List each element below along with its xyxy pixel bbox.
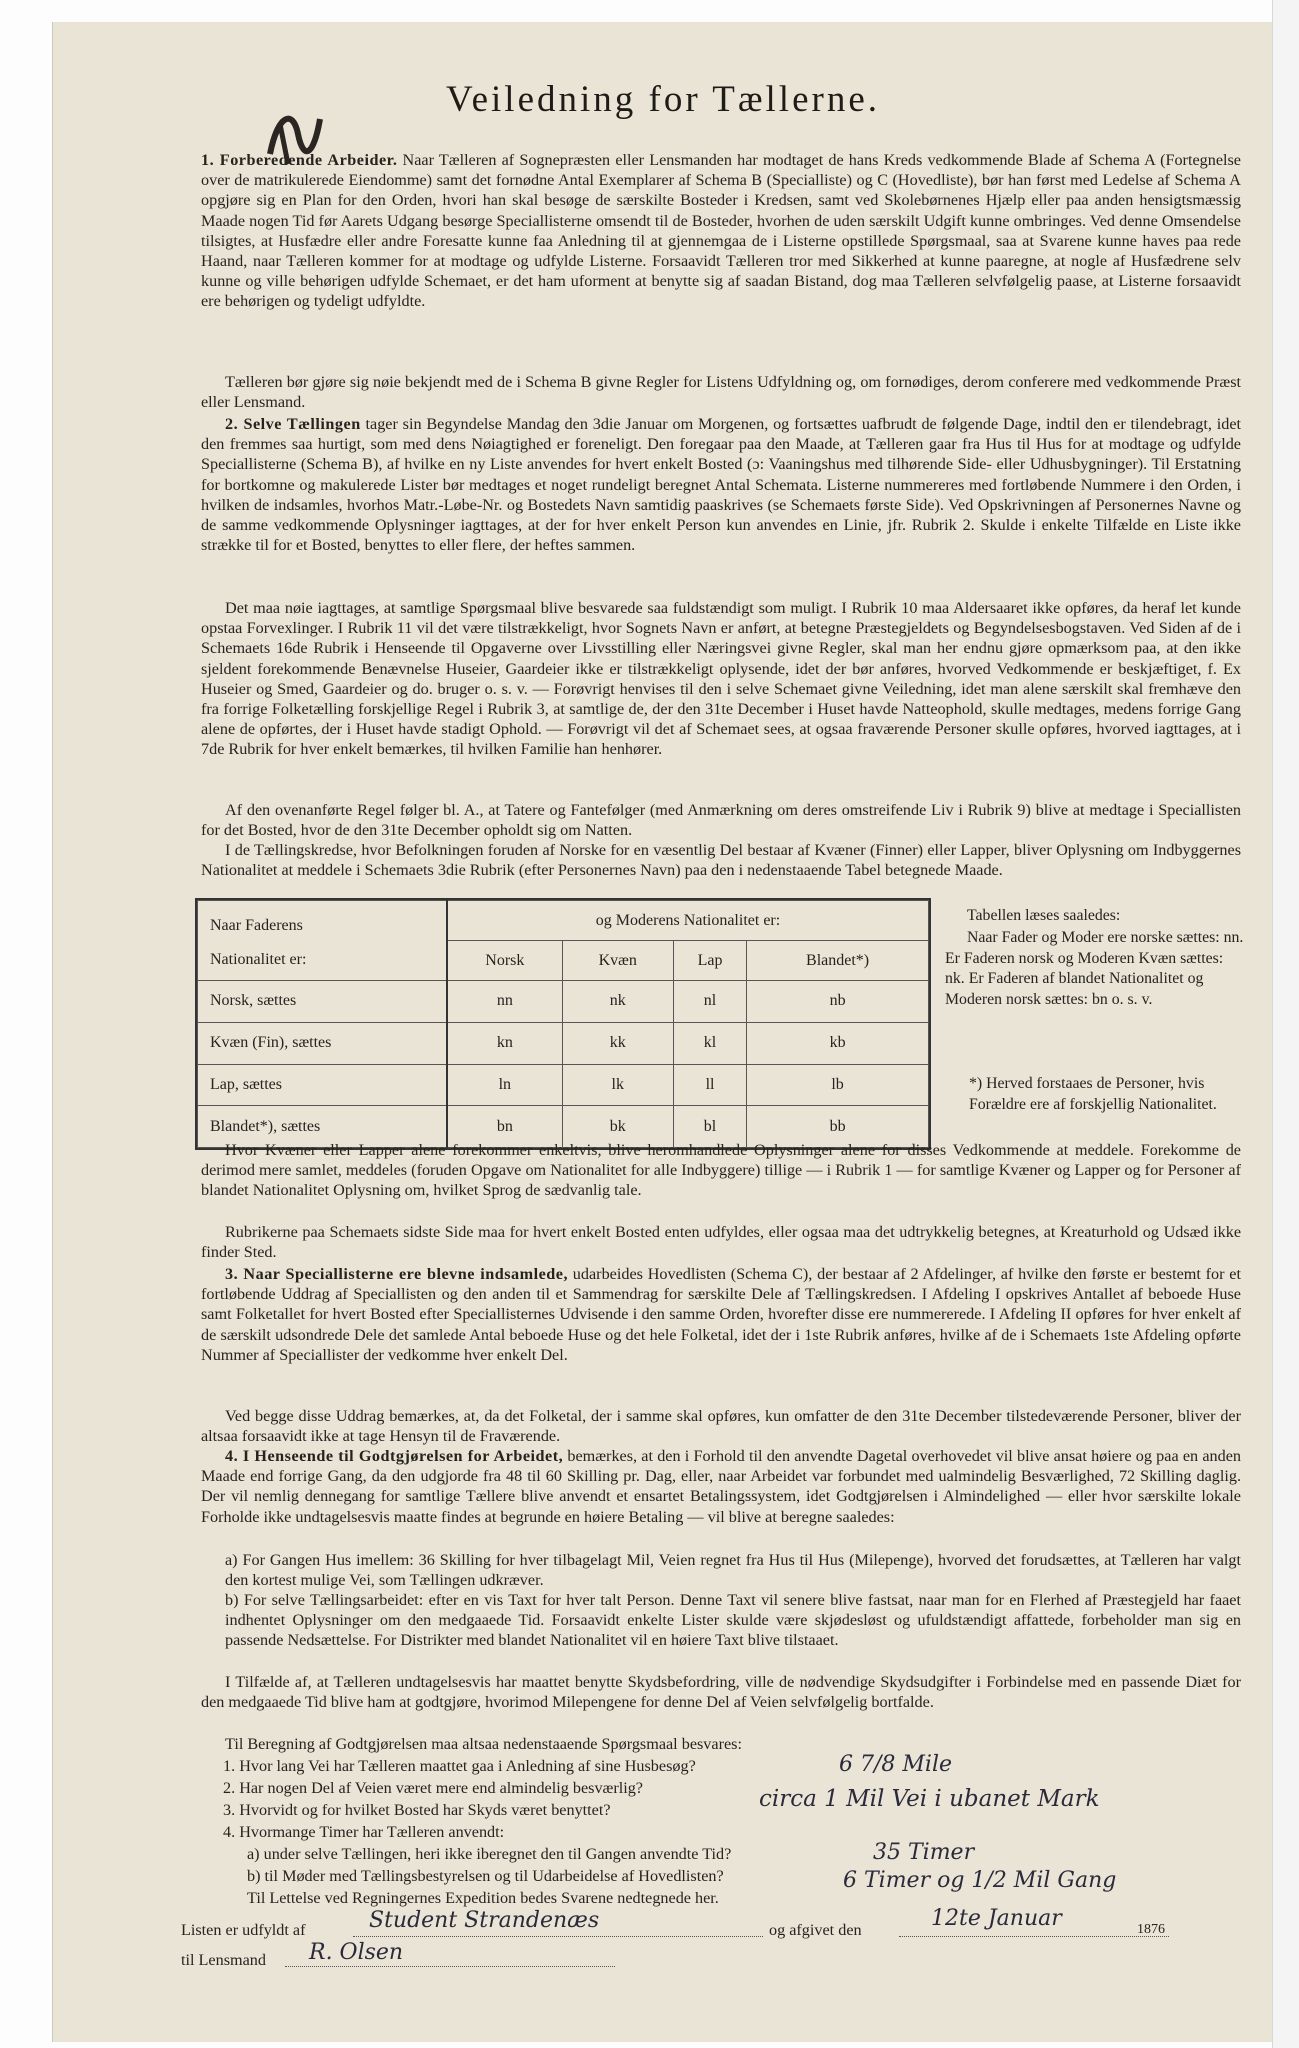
section-4-item-a: a) For Gangen Hus imellem: 36 Skilling for hver tilbagelagt Mil, Veien regnet fra Hus til Hus (Milepenge), hvorved det forudsættes, at Tælleren har valgt den kortest mulige Vei, som Tællingen udkræver. [225,1551,1241,1590]
table-row-label: Kvæn (Fin), sættes [198,1022,448,1064]
filled-by-label: Listen er udfyldt af [181,1921,306,1939]
table-reading-heading: Tabellen læses saaledes: [967,907,1121,924]
table-cell: nl [673,981,746,1023]
table-reading-explanation: Naar Fader og Moder ere norske sættes: nn. Er Faderen norsk og Moderen Kvæn sættes: nk. Er Faderen af blandet Nationalitet og Moderen norsk sættes: bn o. s. v. [945,929,1244,1008]
section-1-heading: 1. Forberedende Arbeider. [201,151,398,169]
section-3 [201,1264,1241,1365]
section-2-paragraph-4: I de Tællingskredse, hvor Befolkningen foruden af Norske for en væsentlig Del bestaar af Kvæner (Finner) eller Lapper, bliver Oplysning om Indbyggernes Nationalitet at meddele i Schemaets 3die Rubrik (efter Personernes Navn) paa den i nedenstaaende Tabel betegnede Maade. [201,841,1241,880]
table-header-father-line2: Nationalitet er: [210,951,307,968]
table-cell: bk [562,1106,673,1148]
table-header-father [198,901,448,981]
section-4-item-b: b) For selve Tællingsarbeidet: efter en vis Taxt for hver talt Person. Denne Taxt vil senere blive fastsat, naar man for en Flerhed af Præstegjeld har faaet indhentet Oplysninger om den medgaaede Tid. Forsaavidt enkelte Lister skulde være skjødesløst og ufuldstændigt affattede, forbeholder man sig en passende Nedsættelse. For Distrikter med blandet Nationalitet vil en høiere Taxt blive tilstaaet. [225,1591,1241,1650]
question-4b: b) til Møder med Tællingsbestyrelsen og til Udarbeidelse af Hovedlisten? [247,1867,724,1885]
question-4a: a) under selve Tællingen, heri ikke iberegnet den til Gangen anvendte Tid? [247,1845,732,1863]
answer-4b-handwritten: 6 Timer og 1/2 Mil Gang [843,1868,1117,1893]
table-row [198,981,929,1023]
section-2-heading: 2. Selve Tællingen [225,415,361,433]
table-cell: ln [447,1064,562,1106]
year: 1876 [1137,1922,1165,1937]
table-cell: lk [562,1064,673,1106]
section-2 [201,414,1241,555]
table-cell: lb [747,1064,929,1106]
page-edge [1272,0,1299,2048]
section-3-heading: 3. Naar Speciallisterne ere blevne indsamlede, [225,1265,569,1283]
to-lensmand-label: til Lensmand [181,1951,266,1969]
table-cell: bn [447,1106,562,1148]
answer-1-handwritten: 6 7/8 Mile [839,1752,953,1777]
to-lensmand-line [285,1966,615,1967]
table-row-label: Lap, sættes [198,1064,448,1106]
section-4-heading: 4. I Henseende til Godtgjørelsen for Arbeidet, [225,1447,564,1465]
section-1-text: Naar Tælleren af Sognepræsten eller Lensmanden har modtaget de hans Kreds vedkommende Blade af Schema A (Fortegnelse over de matrikulerede Eiendomme) samt det fornødne Antal Exemplarer af Schema B (Specialliste) og C (Hovedliste), bør han først med Ledelse af Schema A opgjøre sig en Plan for den Orden, hvori han skal besøge de særskilte Bosteder i Kredsen, samt ved Skolebørnenes Hjælp eller paa anden hensigtsmæssig Maade nogen Tid før Aarets Udgang besørge Speciallisterne omsendt til de Bosteder, hvorhen de uden særskilt Udgift kunne ombringes. Ved denne Omsendelse tilsigtes, at Husfædre eller andre Foresatte kunne faa Anledning til at gjennemgaa de i Listerne opstillede Spørgsmaal, saa at Svarene kunne haves paa rede Haand, naar Tælleren kommer for at modtage og udfylde Listerne. Forsaavidt Tælleren tror med Sikkerhed at kunne paaregne, at nogle af Husfædrene selv kunne og ville behørigen udfylde Schemaet, er det ham uforment at benytte sig af saadan Bistand, dog maa Tælleren selvfølgelig paase, at Listerne forsaavidt ere behørigen og tydeligt udfyldte. [201,151,1241,311]
table-row-label: Norsk, sættes [198,981,448,1023]
table-row [198,1064,929,1106]
table-cell: bl [673,1106,746,1148]
question-4: 4. Hvormange Timer har Tælleren anvendt: [223,1823,505,1841]
table-col-header: Blandet*) [747,941,929,981]
table-cell: kk [562,1022,673,1064]
table-col-header: Norsk [447,941,562,981]
table-col-header: Lap [673,941,746,981]
closing-note: Til Lettelse ved Regningernes Expedition bedes Svarene nedtegnede her. [247,1889,719,1907]
table-cell: nb [747,981,929,1023]
section-4-paragraph-2: I Tilfælde af, at Tælleren undtagelsesvis har maattet benytte Skydsbefordring, ville de nødvendige Skydsudgifter i Forbindelse med en passende Diæt for den medgaaede Tid blive ham at godtgjøre, hvorimod Milepengene for denne Del af Veien selvfølgelig bortfalde. [201,1673,1241,1712]
section-1-paragraph-2: Tælleren bør gjøre sig nøie bekjendt med de i Schema B givne Regler for Listens Udfyldning og, om fornødiges, derom conferere med vedkommende Præst eller Lensmand. [201,373,1241,412]
section-2-paragraph-6: Rubrikerne paa Schemaets sidste Side maa for hvert enkelt Bosted enten udfyldes, eller ogsaa maa det udtrykkelig betegnes, at Kreaturhold og Udsæd ikke finder Sted. [201,1223,1241,1262]
section-4-text: bemærkes, at den i Forhold til den anvendte Dagetal overhovedet vil blive ansat høiere og paa en anden Maade end forrige Gang, da den udgjorde fra 48 til 60 Skilling pr. Dag, eller, naar Arbeidet var forbundet med ualmindelig Besværlighed, 72 Skilling daglig. Der vil nemlig dennegang for samtlige Tællere blive anvendt et ensartet Betalingssystem, idet Godtgjørelsen i Almindelighed — eller hvor særskilte lokale Forholde ikke undtagelsesvis maatte findes at begrunde en høiere Betaling — vil blive at beregne saaledes: [201,1447,1241,1526]
section-2-text: tager sin Begyndelse Mandag den 3die Januar om Morgenen, og fortsættes uafbrudt de følgende Dage, indtil den er tilendebragt, idet den fremmes saa hurtigt, som med dens Nøiagtighed er foreneligt. Den foregaar paa den Maade, at Tælleren gaar fra Hus til Hus for at modtage og udfylde Speciallisterne (Schema B), af hvilke en ny Liste anvendes for hvert enkelt Bosted (ɔ: Vaaningshus med tilhørende Side- eller Udhusbygninger). Til Erstatning for bortkomne og makulerede Lister bør medtages et noget rundeligt beregnet Antal Schemata. Listerne nummereres med fortløbende Nummere i den Orden, i hvilken de indsamles, hvorhos Matr.-Løbe-Nr. og Bostedets Navn samtidig paaskrives (se Schemaets første Side). Ved Opskrivningen af Personernes Navne og de samme vedkommende Oplysninger iagttages, at der for hver enkelt Person kun anvendes en Linie, jfr. Rubrik 2. Skulde i enkelte Tilfælde en Liste ikke strække til for et Bosted, benyttes to eller flere, der heftes sammen. [201,415,1242,555]
table-col-header: Kvæn [562,941,673,981]
section-4 [201,1446,1241,1527]
question-3: 3. Hvorvidt og for hvilket Bosted har Skyds været benyttet? [223,1801,611,1819]
section-3-text: udarbeides Hovedlisten (Schema C), der bestaar af 2 Afdelinger, af hvilke den første er bestemt for et fortløbende Uddrag af Speciallisten og den anden til et Sammendrag for særskilte Dele af Tællingskredsen. I Afdeling I opskrives Antallet af beboede Huse samt Folketallet for hvert Bosted efter Speciallisternes Udvisende i den samme Orden, hvorefter disse ere nummererede. I Afdeling II opføres for hver enkelt af de særskilt udsondrede Dele det samlede Antal beboede Huse og det hele Folketal, idet der i 1ste Rubrik anføres, hvilke af de i Schemaets 1ste Afdeling opførte Nummer af Speciallister der vedkomme hver enkelt Del. [201,1265,1241,1364]
table-cell: ll [673,1064,746,1106]
table-cell: bb [747,1106,929,1148]
delivered-line [899,1936,1169,1937]
answer-4a-handwritten: 35 Timer [873,1840,975,1865]
census-instruction-sheet [52,22,1272,2042]
section-2-paragraph-2: Det maa nøie iagttages, at samtlige Spørgsmaal blive besvarede saa fuldstændigt som muligt. I Rubrik 10 maa Aldersaaret ikke opføres, da heraf let kunde opstaa Forvexlinger. I Rubrik 11 vil det være tilstrækkeligt, hvor Sognets Navn er anført, at betegne Præstegjeldets og Begyndelsesbogstaven. Ved Siden af de i Schemaets 16de Rubrik i Henseende til Opgaverne over Livsstilling eller Næringsvei givne Regler, skal man her endnu gjøre opmærksom paa, at den ikke sjeldent forekommende Benævnelse Huseier, Gaardeier ikke er tilstrækkeligt oplysende, idet der bør anføres, hvorved Vedkommende er beskjæftiget, f. Ex Huseier og Smed, Gaardeier og do. bruger o. s. v. — Forøvrigt henvises til den i selve Schemaet givne Veiledning, idet man alene særskilt skal fremhæve den fra forrige Folketælling forskjellige Regel i Rubrik 3, at samtlige de, der den 31te December i Huset havde Natteophold, skulle medtages, medens forrige Gang alene de opførtes, der i Huset havde stadigt Ophold. — Forøvrigt vil det af Schemaet sees, at ogsaa fraværende Personer skulle opføres, hvorved iagttages, at i 7de Rubrik for hver enkelt bemærkes, til hvilken Familie han henhører. [201,599,1241,759]
table-row [198,1022,929,1064]
section-1 [201,150,1241,312]
nationality-table [195,898,931,1150]
table-cell: nk [562,981,673,1023]
section-2-paragraph-5: Hvor Kvæner eller Lapper alene forekommer enkeltvis, blive heromhandlede Oplysninger alene for disses Vedkommende at meddele. Forekomme de derimod mere samlet, meddeles (foruden Opgave om Nationalitet for alle Indbyggere) tillige — i Rubrik 1 — for samtlige Kvæner og Lapper og for Personer af blandet Nationalitet Oplysning om, hvilket Sprog de sædvanlig tale. [201,1141,1241,1200]
delivered-label: og afgivet den [769,1921,862,1939]
table-cell: kn [447,1022,562,1064]
table-row-label: Blandet*), sættes [198,1106,448,1148]
table-cell: kl [673,1022,746,1064]
filled-by-line [353,1936,763,1937]
table-cell: nn [447,981,562,1023]
table-header-mother: og Moderens Nationalitet er: [447,901,929,941]
question-1: 1. Hvor lang Vei har Tælleren maattet gaa i Anledning af sine Husbesøg? [223,1757,696,1775]
answer-2-handwritten: circa 1 Mil Vei i ubanet Mark [759,1786,1100,1812]
section-3-paragraph-2: Ved begge disse Uddrag bemærkes, at, da det Folketal, der i samme skal opføres, kun omfatter de den 31te December tilstedeværende Personer, bliver der altsaa forsaavidt ikke at tage Hensyn til de Fraværende. [201,1407,1241,1446]
section-2-paragraph-3: Af den ovenanførte Regel følger bl. A., at Tatere og Fantefølger (med Anmærkning om deres omstreifende Liv i Rubrik 9) blive at medtage i Speciallisten for det Bosted, hvor de den 31te December opholdt sig om Natten. [201,801,1241,840]
page-title: Veiledning for Tællerne. [445,79,881,120]
delivered-date-handwritten: 12te Januar [931,1906,1062,1931]
table-cell: kb [747,1022,929,1064]
table-footnote: *) Herved forstaaes de Personer, hvis Forældre ere af forskjellig Nationalitet. [969,1075,1217,1113]
table-header-father-line1: Naar Faderens [210,917,303,934]
filled-by-signature: Student Strandenæs [369,1908,600,1933]
lensmand-signature: R. Olsen [309,1940,404,1965]
question-2: 2. Har nogen Del af Veien været mere end almindelig besværlig? [223,1779,643,1797]
section-4-paragraph-3: Til Beregning af Godtgjørelsen maa altsaa nedenstaaende Spørgsmaal besvares: [225,1735,742,1753]
